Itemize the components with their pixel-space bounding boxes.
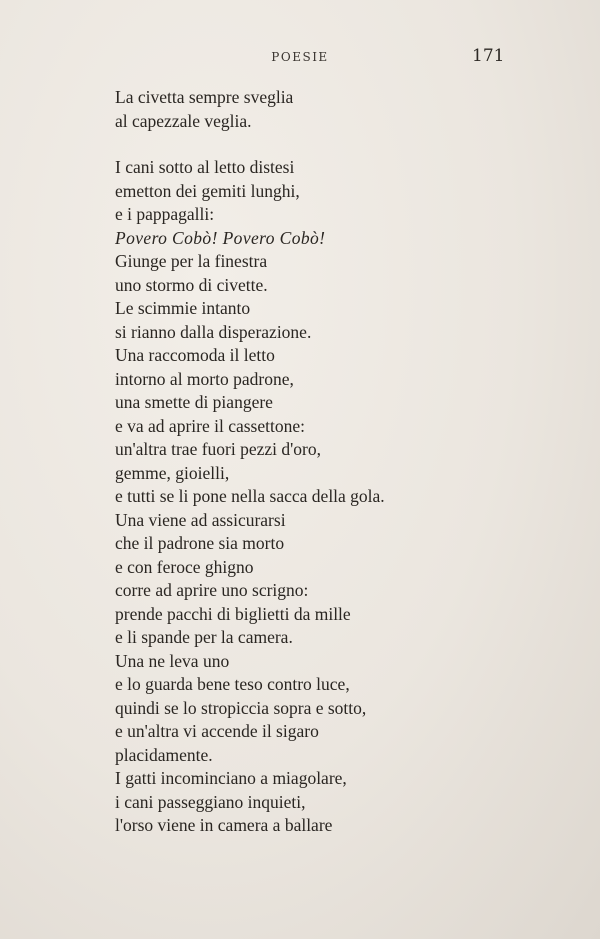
poem-line: e tutti se li pone nella sacca della gola. [115, 486, 385, 506]
running-header: POESIE [271, 50, 329, 64]
poem-line: Una viene ad assicurarsi [115, 509, 286, 530]
poem-line: al capezzale veglia. [115, 110, 252, 131]
poem-line: e va ad aprire il cassettone: [115, 415, 305, 436]
poem-line: e i pappagalli: [115, 204, 215, 224]
poem-line: Le scimmie intanto [115, 298, 251, 318]
poem-line: I gatti incominciano a miagolare, [115, 768, 347, 788]
poem-line: si rianno dalla disperazione. [115, 321, 312, 342]
poem-line: quindi se lo stropiccia sopra e sotto, [115, 697, 367, 718]
poem-line: placidamente. [115, 744, 213, 765]
poem-line: uno stormo di civette. [115, 274, 268, 295]
poem-line-italic: Povero Cobò! Povero Cobò! [115, 227, 326, 248]
poem-line: Giunge per la finestra [115, 251, 268, 271]
poem-line: emetton dei gemiti lunghi, [115, 180, 300, 201]
page-number: 171 [472, 46, 505, 66]
poem-line: corre ad aprire uno scrigno: [115, 580, 309, 600]
poem-line: i cani passeggiano inquieti, [115, 791, 306, 812]
poem-line: una smette di piangere [115, 392, 273, 412]
poem-line: Una raccomoda il letto [115, 345, 275, 365]
stanza-1 [115, 86, 475, 133]
poem-line: l'orso viene in camera a ballare [115, 815, 333, 835]
poem-line: La civetta sempre sveglia [115, 87, 294, 107]
stanza-2 [115, 156, 475, 838]
poem-line: un'altra trae fuori pezzi d'oro, [115, 439, 322, 459]
poem-line: prende pacchi di biglietti da mille [115, 603, 351, 624]
poem-line: e un'altra vi accende il sigaro [115, 721, 319, 741]
poem-line: e li spande per la camera. [115, 627, 293, 647]
poem-line: e lo guarda bene teso contro luce, [115, 674, 350, 694]
poem-line: intorno al morto padrone, [115, 368, 294, 389]
poem-line: Una ne leva uno [115, 650, 230, 671]
poem-line: gemme, gioielli, [115, 462, 230, 483]
poem-line: che il padrone sia morto [115, 533, 285, 553]
poem-line: I cani sotto al letto distesi [115, 157, 295, 177]
poem-line: e con feroce ghigno [115, 556, 254, 577]
poem-body [115, 86, 475, 838]
